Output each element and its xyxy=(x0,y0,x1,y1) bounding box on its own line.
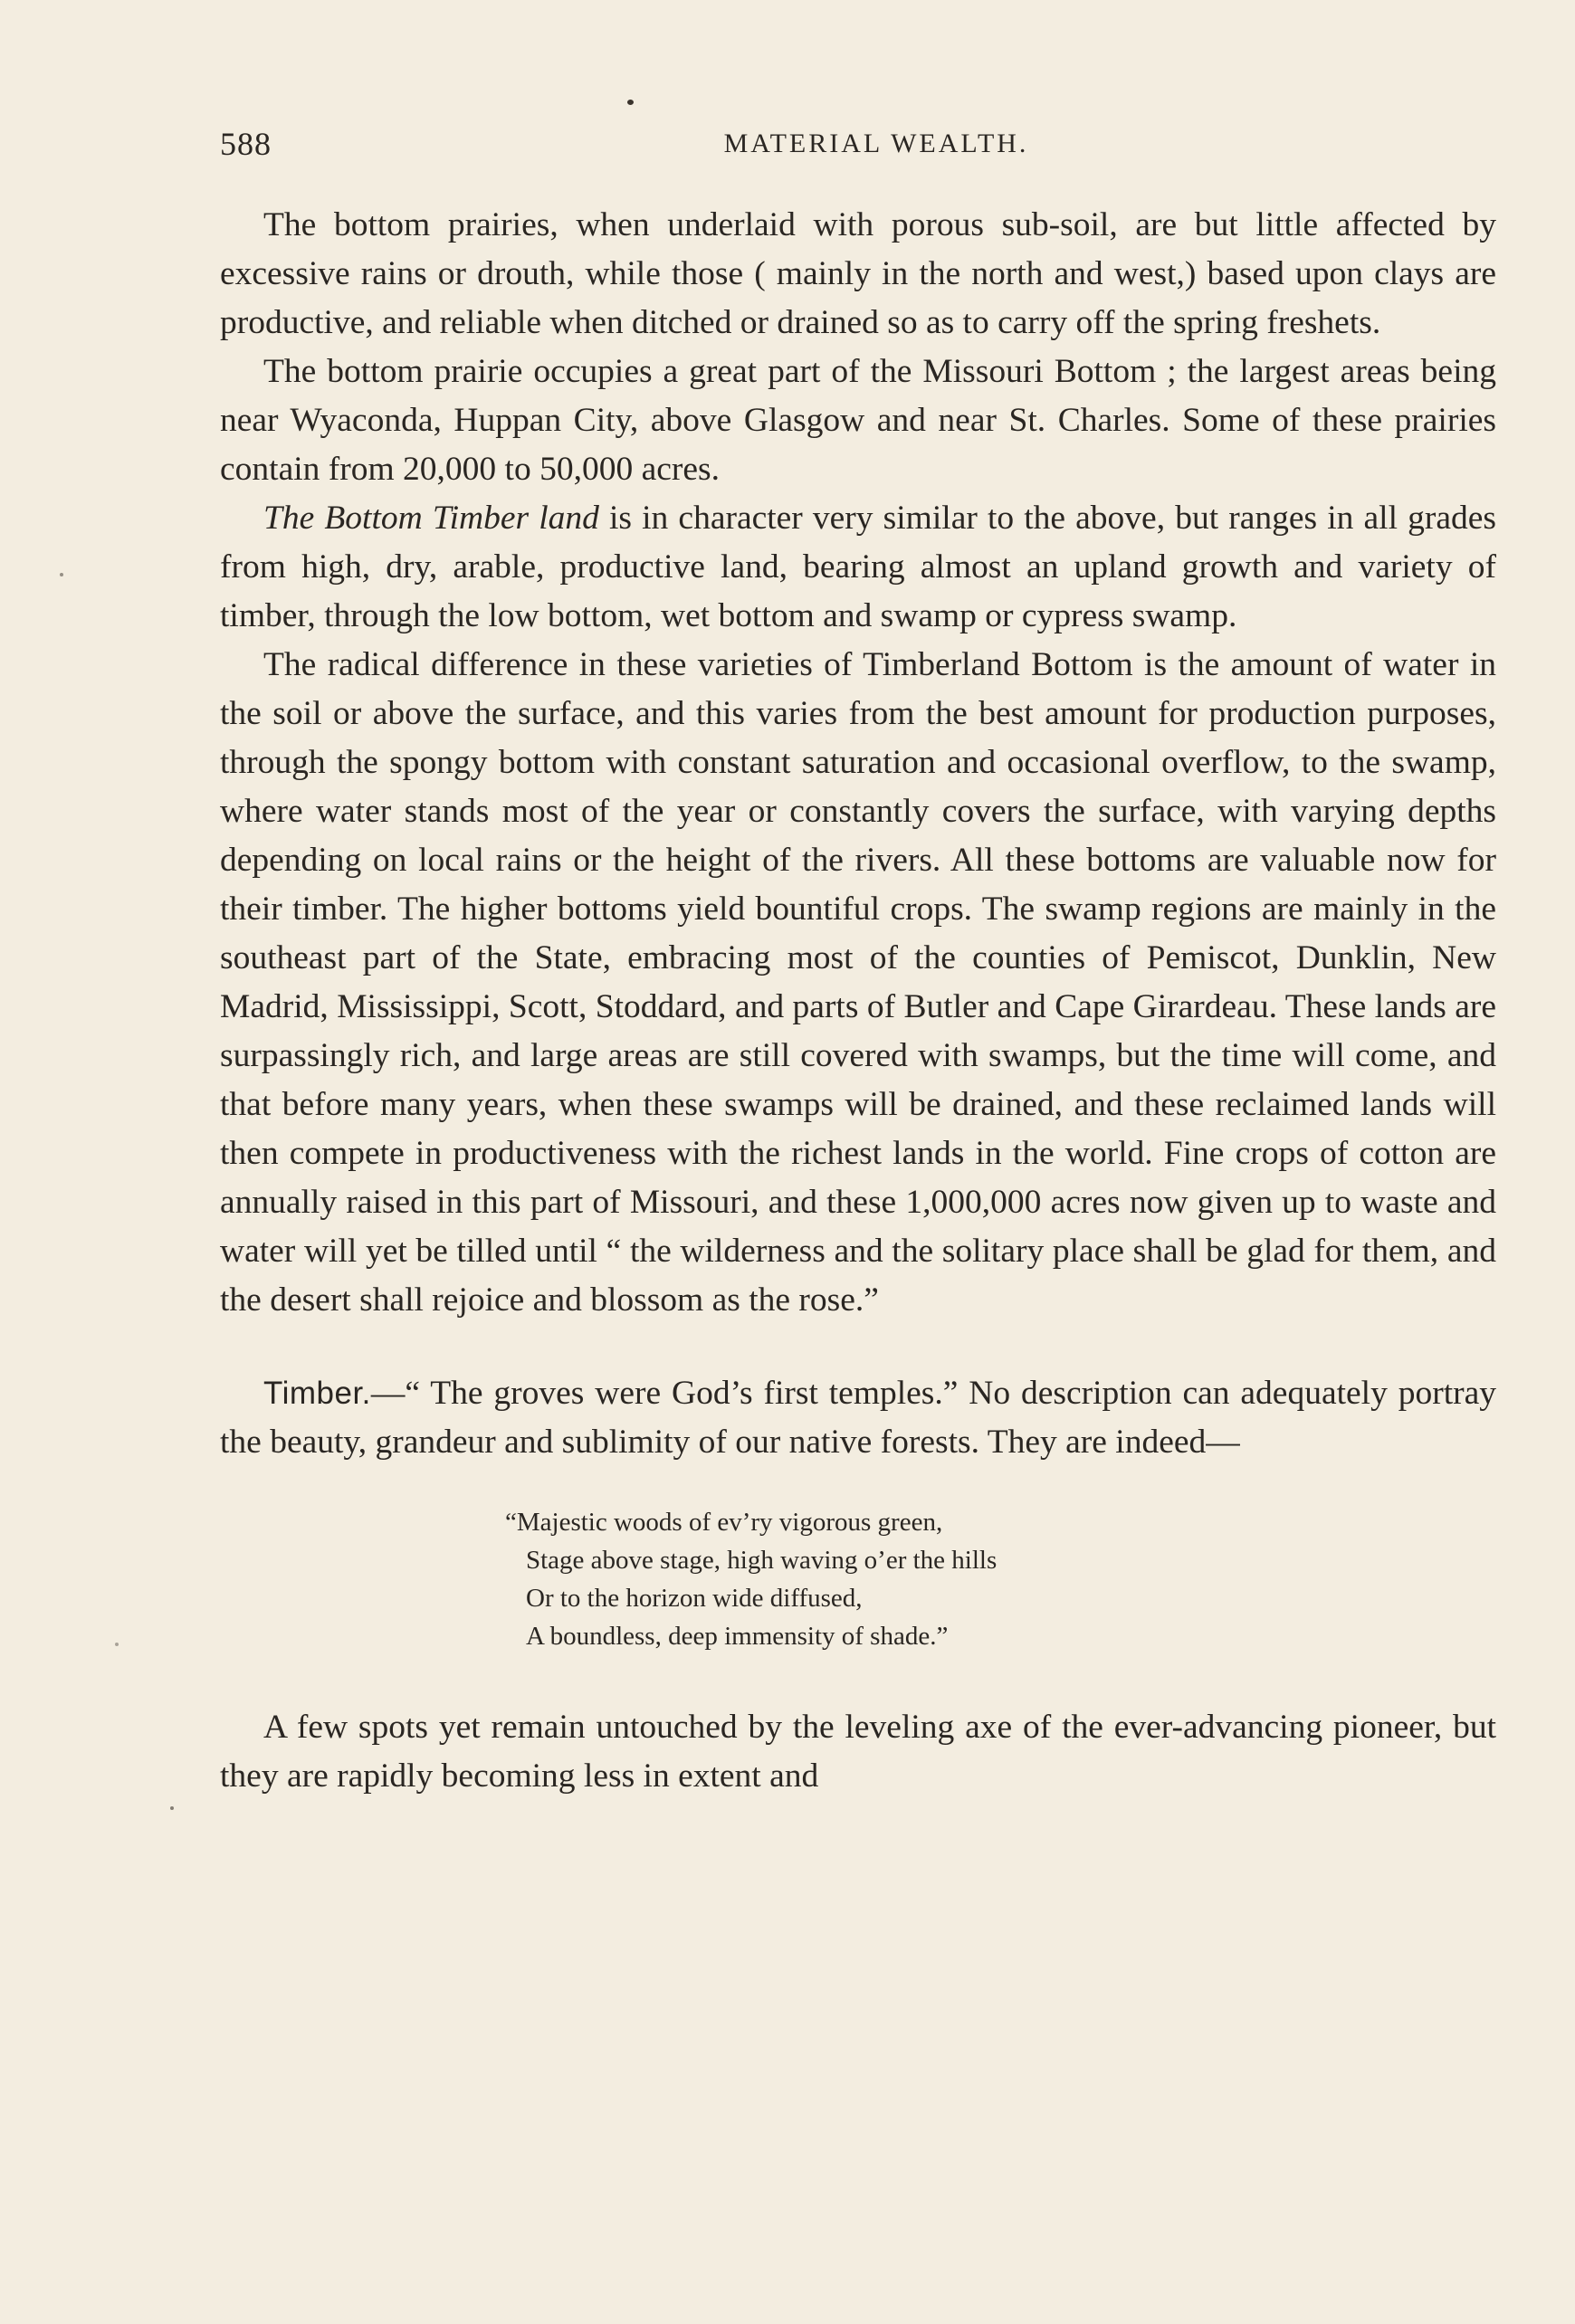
bottom-timber-text: is in character very similar to the above, but ranges in all grades from high, dry, arable, productive land, bearing almost an upland growth and variety of timber, through the low bottom, wet bottom and swamp or cypress swamp. xyxy=(220,500,1496,634)
paragraph-timber xyxy=(220,1369,1496,1467)
poem-quote xyxy=(505,1503,1496,1655)
print-speck xyxy=(627,100,634,105)
print-speck xyxy=(60,573,63,576)
paragraph-closing: A few spots yet remain untouched by the leveling axe of the ever-advancing pioneer, but they are rapidly becoming less in extent and xyxy=(220,1709,1496,1795)
timber-text: —“ The groves were God’s first temples.” No description can adequately portray the beauty, grandeur and sublimity of our native forests. They are indeed— xyxy=(220,1375,1496,1461)
paragraph-bottom-prairie-areas: The bottom prairie occupies a great part of the Missouri Bottom ; the largest areas being near Wyaconda, Huppan City, above Glasgow and near St. Charles. Some of these prairies contain from 20,000 to 50,000 acres. xyxy=(220,353,1496,488)
paragraph-bottom-prairies: The bottom prairies, when underlaid with porous sub-soil, are but little affected by excessive rains or drouth, while those ( mainly in the north and west,) based upon clays are productive, and reliable when ditched or drained so as to carry off the spring freshets. xyxy=(220,206,1496,341)
poem-line: “Majestic woods of ev’ry vigorous green, xyxy=(505,1508,943,1537)
page-body xyxy=(220,201,1496,1801)
running-head: MATERIAL WEALTH. xyxy=(723,129,1029,158)
poem-line: Stage above stage, high waving o’er the hills xyxy=(526,1546,998,1575)
paragraph-radical-difference: The radical difference in these varieties of Timberland Bottom is the amount of water in the soil or above the surface, and this varies from the best amount for production purposes, through the spongy bottom with constant saturation and occasional overflow, to the swamp, where water stands most of the year or constantly covers the surface, with varying depths depending on local rains or the height of the rivers. All these bottoms are valuable now for their timber. The higher bottoms yield bountiful crops. The swamp regions are mainly in the southeast part of the State, embracing most of the counties of Pemiscot, Dunklin, New Madrid, Mississippi, Scott, Stoddard, and parts of Butler and Cape Girardeau. These lands are surpassingly rich, and large areas are still covered with swamps, but the time will come, and that before many years, when these swamps will be drained, and these reclaimed lands will then compete in productiveness with the richest lands in the world. Fine crops of cotton are annually raised in this part of Missouri, and these 1,000,000 acres now given up to waste and water will yet be tilled until “ the wilderness and the solitary place shall be glad for them, and the desert shall rejoice and blossom as the rose.” xyxy=(220,646,1496,1319)
timber-heading: Timber. xyxy=(263,1376,371,1411)
page-header xyxy=(220,125,1496,170)
poem-line: A boundless, deep immensity of shade.” xyxy=(526,1622,949,1651)
page-number: 588 xyxy=(220,126,272,162)
poem-line: Or to the horizon wide diffused, xyxy=(526,1584,863,1613)
bottom-timber-heading: The Bottom Timber land xyxy=(263,500,599,537)
print-speck xyxy=(115,1643,119,1646)
print-speck xyxy=(170,1806,174,1810)
paragraph-bottom-timber xyxy=(220,494,1496,641)
section-gap xyxy=(220,1325,1496,1369)
